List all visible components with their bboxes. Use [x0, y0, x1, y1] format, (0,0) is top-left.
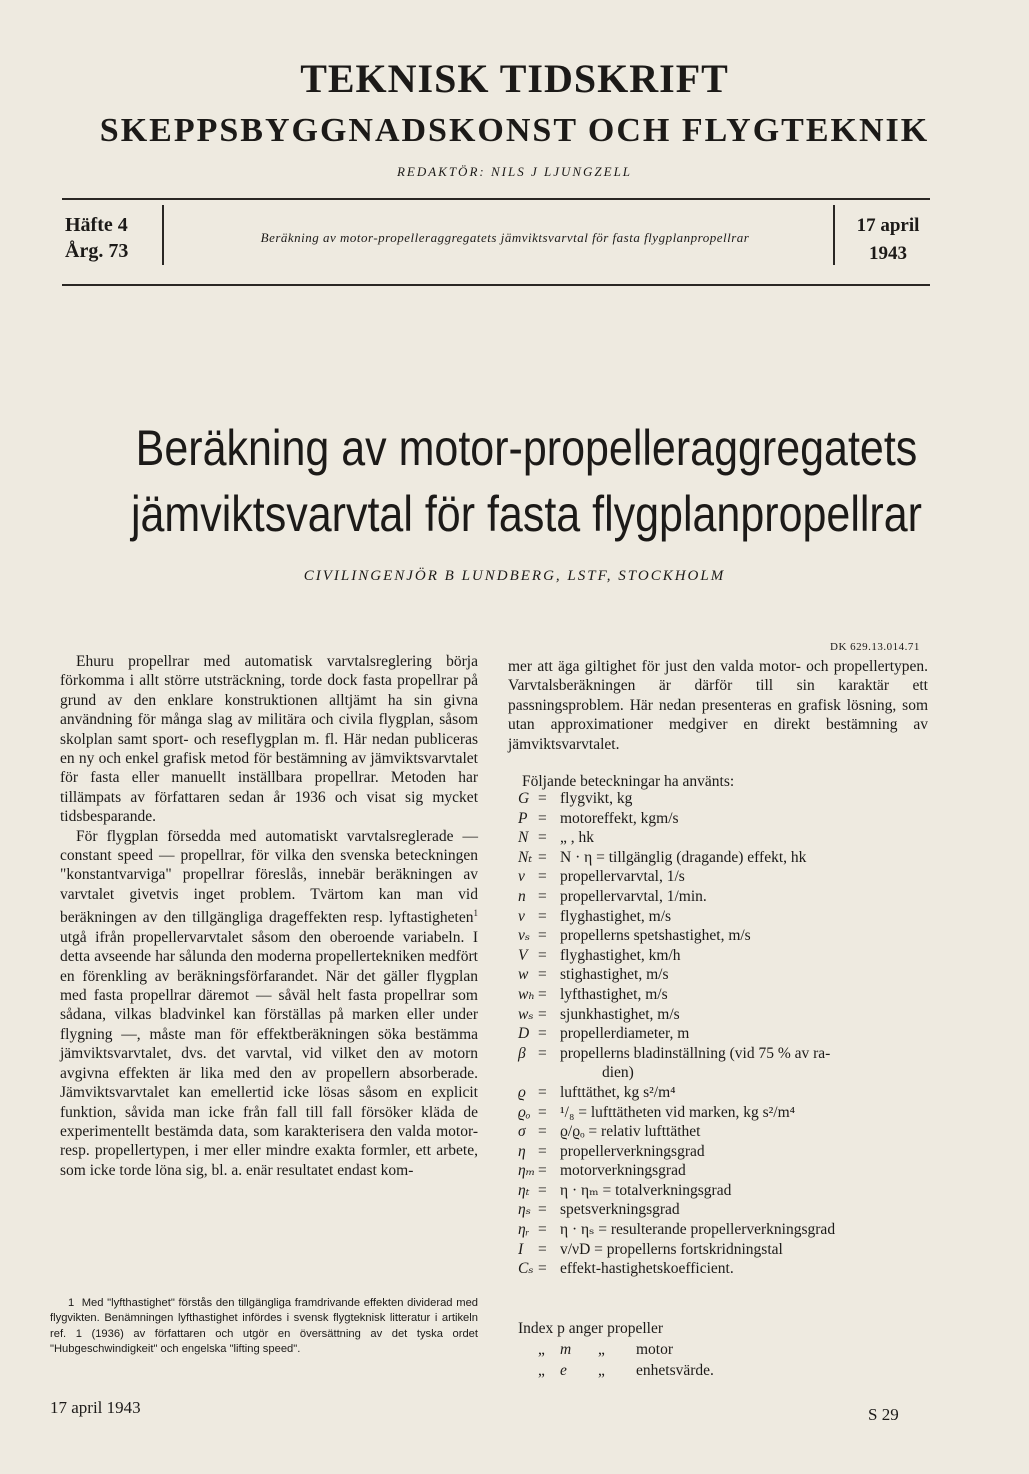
left-column: [60, 652, 478, 1180]
notation-equals: =: [538, 848, 547, 866]
notation-symbol: ϱ: [518, 1083, 526, 1101]
notation-definition: motorverkningsgrad: [560, 1162, 686, 1180]
notation-symbol: η: [518, 1142, 526, 1160]
notation-equals: =: [538, 1221, 547, 1239]
index-rows: [518, 1339, 714, 1381]
footnote-number: 1: [68, 1297, 75, 1309]
index-cell-a: „: [538, 1362, 545, 1379]
notation-row: [518, 867, 835, 887]
notation-definition: dien): [602, 1064, 634, 1082]
footnote: [50, 1296, 478, 1358]
notation-equals: [538, 1063, 560, 1083]
page-number: S 29: [868, 1405, 899, 1424]
notation-definition: propellerdiameter, m: [560, 1025, 690, 1043]
issue-date-day: 17 april: [856, 215, 920, 236]
notation-equals: =: [538, 985, 547, 1003]
volume-number: Årg. 73: [65, 240, 129, 262]
notation-row: [518, 1161, 835, 1181]
notation-symbol: N: [518, 829, 529, 847]
article-title-line1: Beräkning av motor-propelleraggregatets: [135, 420, 918, 476]
issue-date-year: 1943: [869, 243, 907, 264]
notation-equals: =: [538, 907, 547, 925]
notation-symbol: P: [518, 809, 528, 827]
index-cell-c: „: [598, 1341, 605, 1358]
notation-symbol: Nₜ: [518, 848, 533, 866]
notation-row: [518, 1240, 835, 1260]
notation-equals: =: [538, 1260, 547, 1278]
paragraph-continuation: mer att äga giltighet för just den valda motor- och propellertypen. Varvtalsberäkningen är därför till sin karaktär ett passningsproblem. Här nedan presenteras en grafisk lösning, som utan approximationer medgiver en direkt bestämning av jämviktsvarvtalet.: [508, 658, 928, 753]
notation-definition: N · η = tillgänglig (dragande) effekt, hk: [560, 848, 807, 866]
issue-date: [838, 212, 938, 268]
notation-definition: sjunkhastighet, m/s: [560, 1005, 680, 1023]
notation-definition: η · ηₘ = totalverkningsgrad: [560, 1181, 732, 1199]
notation-symbol: D: [518, 1025, 530, 1043]
notation-equals: =: [538, 1181, 547, 1199]
notation-row: [518, 1259, 835, 1279]
notation-row: [518, 907, 835, 927]
issue-number: Häfte 4: [65, 214, 128, 236]
journal-section: SKEPPSBYGGNADSKONST OCH FLYGTEKNIK: [99, 112, 930, 149]
notation-equals: =: [538, 1025, 547, 1043]
header-rule-top: [62, 198, 930, 200]
notation-row: [518, 1103, 835, 1123]
notation-equals: =: [538, 946, 547, 964]
index-cell-b: m: [560, 1341, 572, 1358]
notation-equals: =: [538, 1103, 547, 1121]
notation-row: [518, 1044, 835, 1064]
notation-definition: flyghastighet, m/s: [560, 907, 672, 925]
notation-row: [518, 1083, 835, 1103]
notation-row: [518, 1024, 835, 1044]
journal-title: TEKNISK TIDSKRIFT: [300, 56, 729, 101]
notation-equals: =: [538, 887, 547, 905]
paragraph-intro: Ehuru propellrar med automatisk varvtalsreglering börja förkomma i allt större utsträckning, torde dock fasta propellrar på grund av den enklare konstruktionen alltjämt ha sin givna användning för många slag av militära och civila flygplan, såsom skolplan samt sport- och reseflygplan m. fl. Här nedan publiceras en ny och enkel grafisk metod för bestämning av jämviktsvarvtalet för fasta eller manuellt inställbara propellrar. Metoden har tillämpats av författaren sedan år 1936 och visat sig mycket tidsbesparande.: [60, 653, 478, 826]
notation-list: [518, 789, 835, 1279]
notation-definition: „ , hk: [560, 829, 595, 847]
notation-row: [518, 1005, 835, 1025]
notation-definition: propellerns spetshastighet, m/s: [560, 927, 751, 945]
notation-symbol: ν: [518, 868, 525, 886]
notation-equals: =: [538, 829, 547, 847]
notation-row: [518, 985, 835, 1005]
notation-row: [518, 789, 835, 809]
notation-symbol: σ: [518, 1123, 526, 1141]
notation-definition: effekt-hastighetskoefficient.: [560, 1260, 734, 1278]
notation-symbol: V: [518, 946, 528, 964]
notation-equals: =: [538, 1240, 547, 1258]
index-cell-d: motor: [636, 1341, 674, 1358]
notation-definition: ¹/₈ = lufttätheten vid marken, kg s²/m⁴: [560, 1103, 796, 1121]
header-divider-left: [162, 205, 164, 265]
notation-symbol: ηₘ: [518, 1162, 536, 1180]
notation-equals: =: [538, 790, 547, 807]
index-cell-b: e: [560, 1362, 567, 1379]
notation-symbol: ηₛ: [518, 1201, 531, 1219]
notation-row: [518, 965, 835, 985]
notation-symbol: vₛ: [518, 927, 531, 945]
notation-equals: =: [538, 966, 547, 984]
notation-symbol: wₛ: [518, 1005, 534, 1023]
notation-row: [518, 809, 835, 829]
article-author: CIVILINGENJÖR B LUNDBERG, LSTF, STOCKHOLM: [303, 568, 726, 584]
notation-definition: η · ηₛ = resulterande propellerverkningsgrad: [560, 1221, 836, 1239]
notation-definition: lyfthastighet, m/s: [560, 985, 668, 1003]
notation-row: [518, 946, 835, 966]
notation-definition: stighastighet, m/s: [560, 966, 669, 984]
notation-equals: =: [538, 868, 547, 886]
footer-date: 17 april 1943: [50, 1398, 141, 1417]
notation-intro: Följande beteckningar ha använts:: [522, 773, 735, 791]
footnote-ref: 1: [473, 908, 478, 919]
notation-symbol: ϱₒ: [518, 1103, 531, 1121]
index-cell-c: „: [598, 1362, 605, 1379]
notation-row: [518, 1200, 835, 1220]
issue-info: [65, 212, 128, 264]
right-column: [508, 657, 928, 791]
header-rule-bottom: [62, 284, 930, 286]
notation-symbol: w: [518, 966, 529, 984]
paragraph-constant-speed: [60, 827, 478, 1180]
notation-row: [518, 848, 835, 868]
notation-row: [518, 887, 835, 907]
notation-symbol: ηₜ: [518, 1181, 530, 1199]
notation-symbol: v: [518, 907, 525, 925]
issue-subject: Beräkning av motor-propelleraggregatets jämviktsvarvtal för fasta flygplanpropellrar: [260, 230, 750, 245]
notation-equals: =: [538, 809, 547, 827]
index-intro: Index p anger propeller: [518, 1320, 664, 1337]
notation-row: [518, 1181, 835, 1201]
notation-symbol: ηᵣ: [518, 1221, 530, 1239]
notation-definition: v/νD = propellerns fortskridningstal: [560, 1240, 783, 1258]
index-block: [518, 1318, 714, 1381]
notation-definition: propellervarvtal, 1/s: [560, 868, 685, 886]
notation-definition: propellerverkningsgrad: [560, 1142, 705, 1160]
notation-definition: flyghastighet, km/h: [560, 946, 681, 964]
article-title: [72, 415, 981, 547]
notation-row: [518, 1220, 835, 1240]
notation-row: [518, 1122, 835, 1142]
notation-equals: =: [538, 1044, 547, 1062]
notation-definition: flygvikt, kg: [560, 790, 633, 807]
paragraph-constant-speed-a: För flygplan försedda med automatiskt varvtalsreglerade — constant speed — propellrar, för vilka den svenska beteckningen "konstantvarviga" propellrar föreslås, innebär beräkningen av varvtalet givetvis inget problem. Tvärtom kan man vid beräkningen av den tillgängliga drageffekten resp. lyftastigheten: [60, 827, 478, 927]
notation-definition: spetsverkningsgrad: [560, 1201, 680, 1219]
index-row: [518, 1339, 714, 1360]
notation-symbol: Cₛ: [518, 1260, 534, 1278]
notation-row: [518, 926, 835, 946]
dk-classification: DK 629.13.014.71: [830, 641, 920, 653]
article-title-line2: jämviktsvarvtal för fasta flygplanpropellrar: [130, 486, 922, 542]
notation-symbol: G: [518, 790, 530, 807]
notation-symbol: wₕ: [518, 985, 536, 1003]
notation-symbol: n: [518, 887, 526, 905]
index-cell-a: „: [538, 1341, 545, 1358]
notation-symbol: I: [518, 1240, 524, 1258]
notation-equals: =: [538, 1162, 547, 1180]
notation-equals: =: [538, 1123, 547, 1141]
index-row: [518, 1360, 714, 1381]
notation-definition: propellerns bladinställning (vid 75 % av ra-: [560, 1044, 831, 1062]
footnote-text: Med "lyfthastighet" förstås den tillgängliga framdrivande effekten dividerad med flygvikten. Benämningen lyfthastighet infördes i svensk flygteknisk litteratur i artikeln ref. 1 (1936) av författaren och utgör en översättning av det tyska ordet "Hubgeschwindigkeit" och engelska "lifting speed".: [50, 1297, 479, 1356]
notation-definition: lufttäthet, kg s²/m⁴: [560, 1083, 676, 1101]
notation-definition: propellervarvtal, 1/min.: [560, 887, 707, 905]
notation-equals: =: [538, 1201, 547, 1219]
notation-row: [518, 828, 835, 848]
paragraph-constant-speed-b: utgå ifrån propellervarvtalet såsom den oberoende variabeln. I detta avseende har sålunda den moderna propellertekniken medfört en förenkling av beräkningsförfarandet. När det gäller flygplan med fasta propellrar däremot — såväl helt fasta propellrar som sådana, vilkas bladvinkel kan förställas på marken eller under flygning —, måste man för effektberäkningen söka bestämma jämviktsvarvtalet, dvs. det varvtal, vid vilket den av motorn avgivna effekten är lika med den av propellern absorberade. Jämviktsvarvtalet kan emellertid icke lösas såsom en explicit funktion, såvida man icke från fall till fall försöker kläda de experimentellt bestämda data, som karakterisera den valda motor- resp. propellertypen, i mer eller mindre exakta formler, ett arbete, som icke torde löna sig, bl. a. enär resultatet endast kom-: [60, 928, 478, 1179]
editor-line: REDAKTÖR: NILS J LJUNGZELL: [396, 164, 633, 179]
notation-definition: ϱ/ϱₒ = relativ lufttäthet: [560, 1123, 701, 1141]
notation-equals: =: [538, 1083, 547, 1101]
notation-symbol: [518, 1063, 538, 1083]
notation-row: [518, 1063, 835, 1083]
index-cell-d: enhetsvärde.: [636, 1362, 714, 1379]
notation-symbol: β: [518, 1044, 526, 1062]
notation-row: [518, 1142, 835, 1162]
notation-equals: =: [538, 927, 547, 945]
notation-equals: =: [538, 1005, 547, 1023]
notation-definition: motoreffekt, kgm/s: [560, 809, 679, 827]
notation-equals: =: [538, 1142, 547, 1160]
